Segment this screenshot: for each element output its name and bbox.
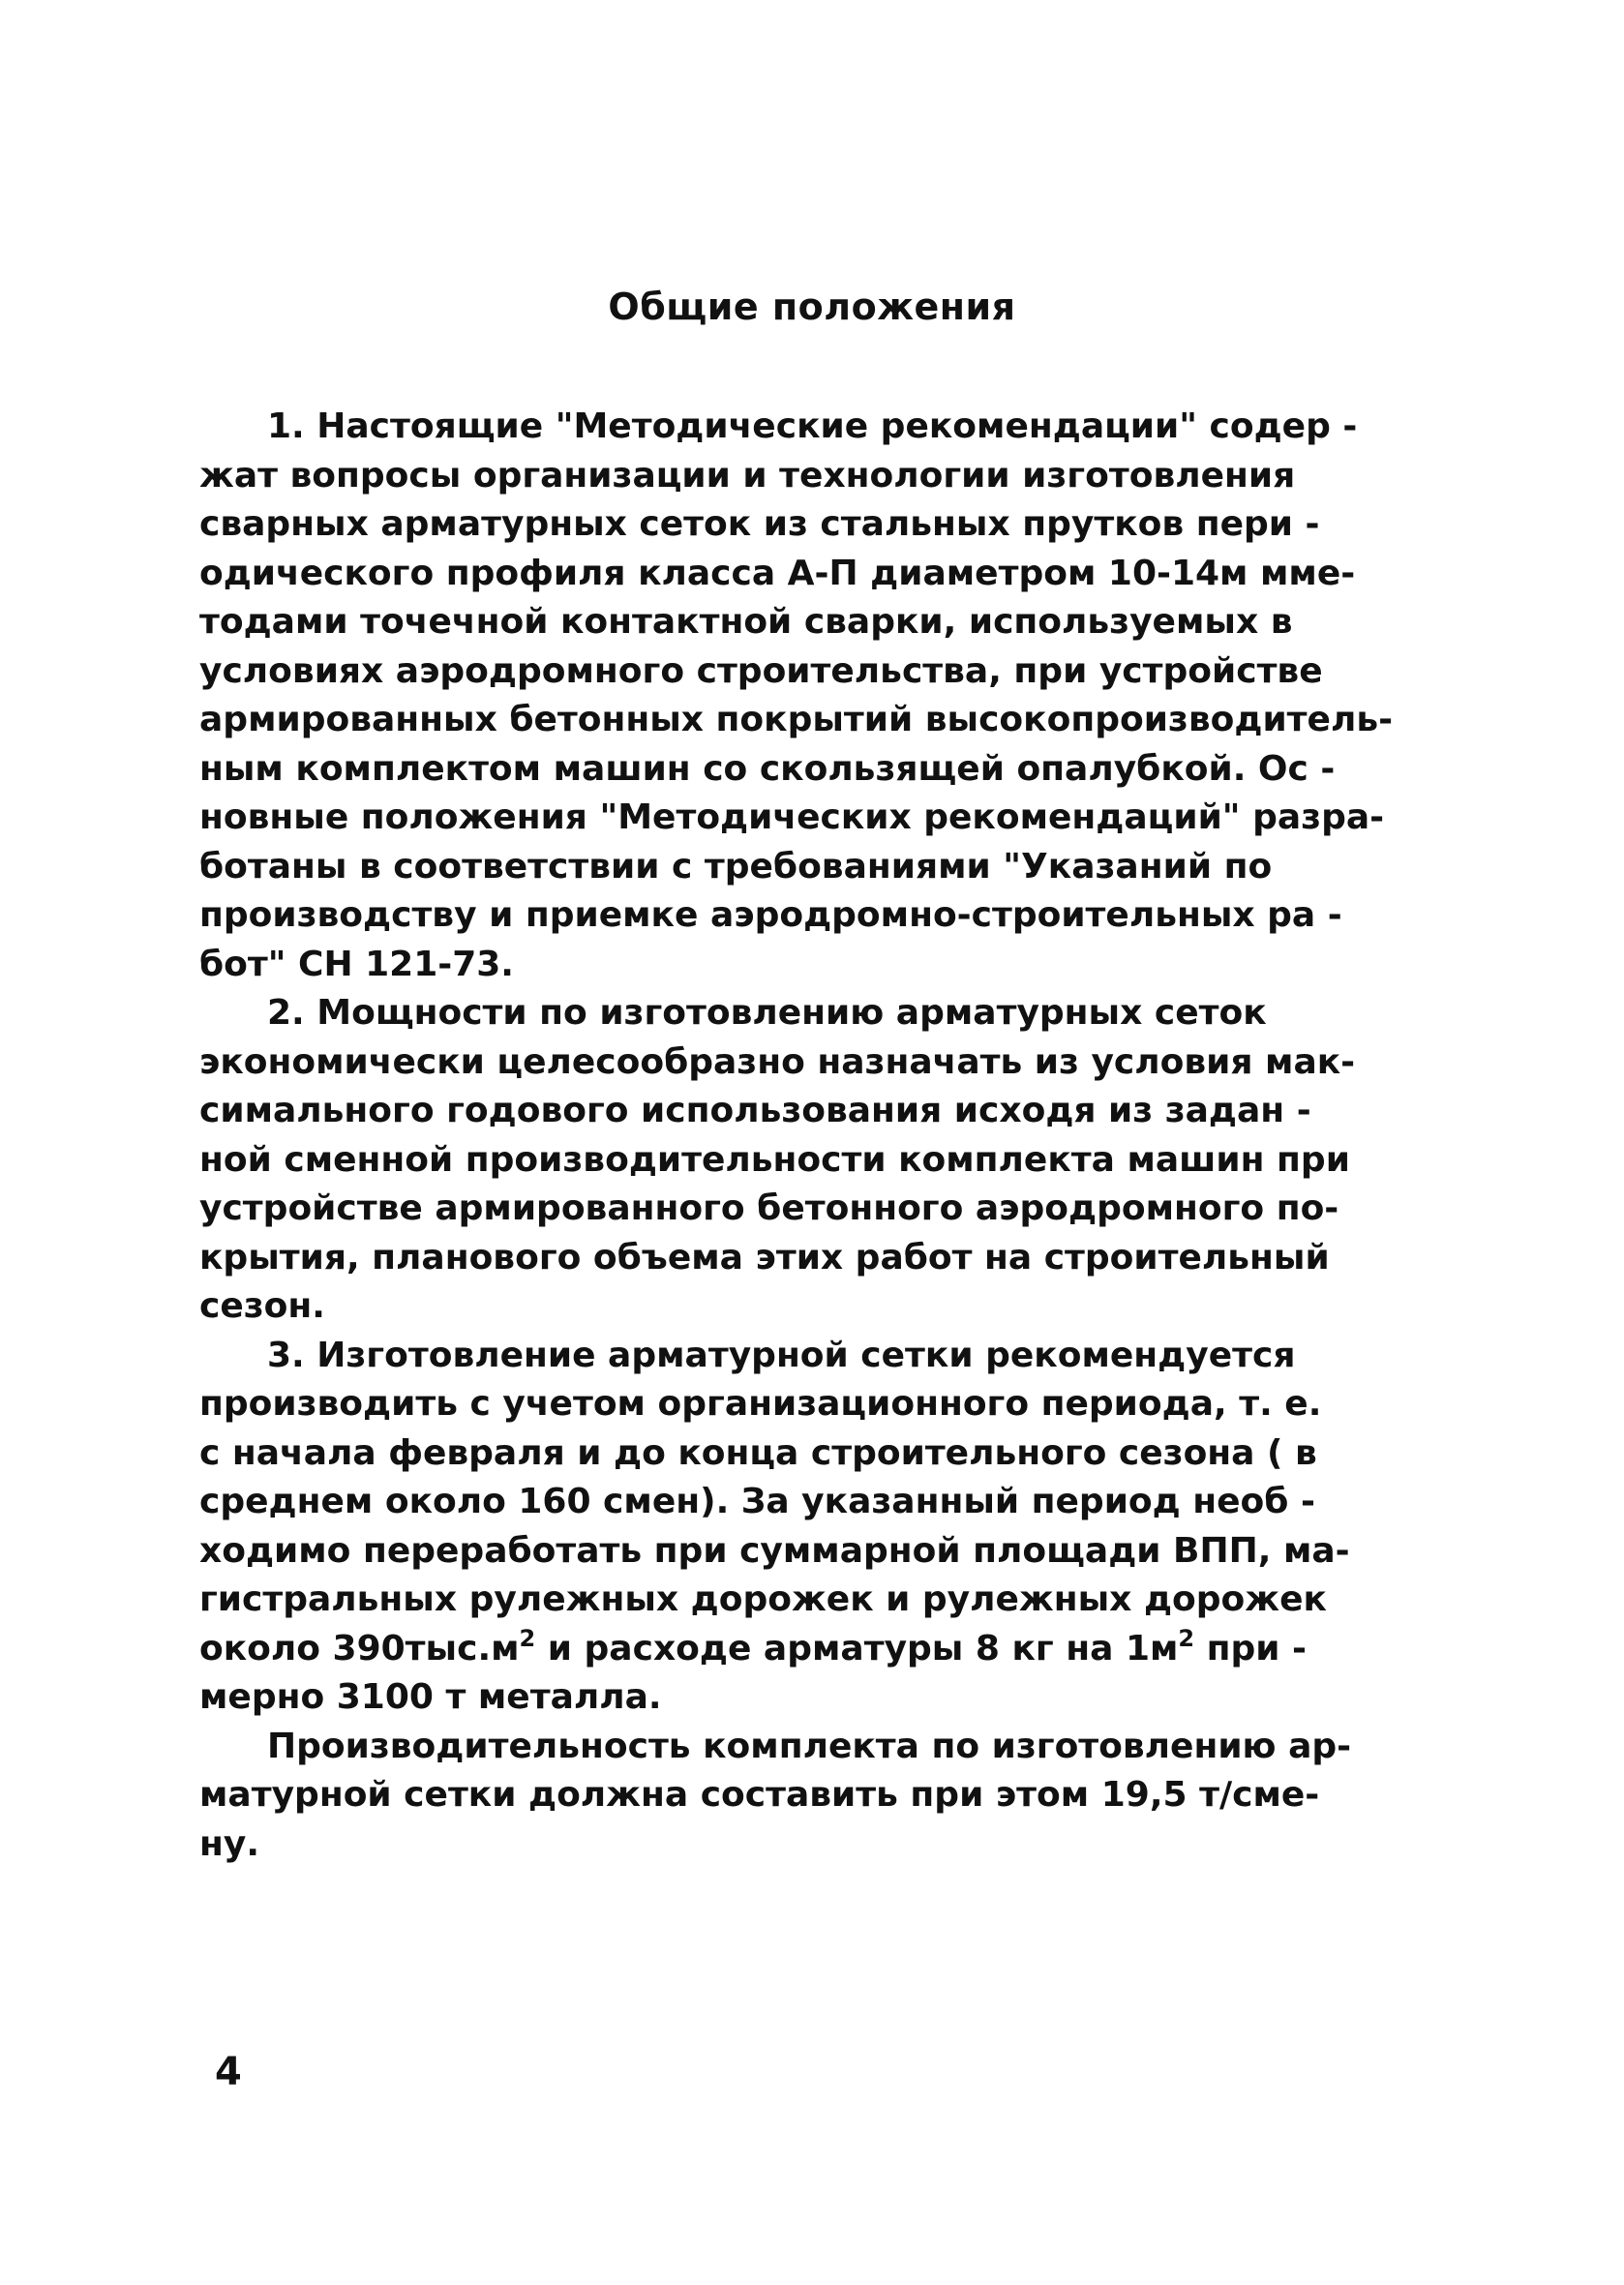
text-line: ной сменной производительности комплекта машин при xyxy=(199,1139,1350,1180)
text-line: производить с учетом организационного периода, т. е. xyxy=(199,1384,1322,1424)
text-line-area xyxy=(199,1624,1433,1678)
text-line: ботаны в соответствии с требованиями "Указаний по xyxy=(199,846,1273,887)
text-line: 1. Настоящие "Методические рекомендации" содер - xyxy=(267,406,1358,446)
superscript: 2 xyxy=(1178,1624,1195,1652)
text-line: устройстве армированного бетонного аэродромного по- xyxy=(199,1188,1339,1228)
text-line: матурной сетки должна составить при этом 19,5 т/сме- xyxy=(199,1775,1320,1815)
text-line: тодами точечной контактной сварки, используемых в xyxy=(199,602,1293,642)
text-line: среднем около 160 смен). За указанный период необ - xyxy=(199,1482,1315,1521)
text-line: ным комплектом машин со скользящей опалубкой. Ос - xyxy=(199,748,1336,789)
page-title: Общие положения xyxy=(608,286,1016,328)
page-number: 4 xyxy=(215,2050,242,2094)
text-line: экономически целесообразно назначать из условия мак- xyxy=(199,1041,1356,1082)
text-line: условиях аэродромного строительства, при устройстве xyxy=(199,650,1323,691)
text-line: гистральных рулежных дорожек и рулежных дорожек xyxy=(199,1579,1327,1619)
text-line: новные положения "Методических рекомендаций" разра- xyxy=(199,797,1385,837)
text-line: 2. Мощности по изготовлению арматурных сеток xyxy=(267,993,1267,1033)
superscript: 2 xyxy=(519,1624,536,1652)
text-line: производству и приемке аэродромно-строительных ра - xyxy=(199,895,1342,935)
area-text-before: около $390тыс.м^2$ и расходе арматуры 8 кг на $1м^2$ при - xyxy=(199,1624,1307,1669)
text-line: ну. xyxy=(199,1823,260,1864)
text-line: крытия, планового объема этих работ на строительный xyxy=(199,1237,1330,1278)
text-line: 3. Изготовление арматурной сетки рекомендуется xyxy=(267,1335,1296,1375)
text-line: Производительность комплекта по изготовлению ар- xyxy=(267,1726,1352,1766)
text-line: бот" СН 121-73. xyxy=(199,944,514,984)
paragraph-3 xyxy=(199,1336,1433,1727)
paragraph-4 xyxy=(199,1727,1433,1874)
text-line: армированных бетонных покрытий высокопроизводитель- xyxy=(199,700,1394,739)
text-line: жат вопросы организации и технологии изготовления xyxy=(199,455,1296,496)
text-line: мерно 3100 т металла. xyxy=(199,1677,662,1717)
body-text xyxy=(199,406,1433,1873)
text-line: с начала февраля и до конца строительного сезона ( в xyxy=(199,1432,1317,1473)
text-line: сварных арматурных сеток из стальных прутков пери - xyxy=(199,504,1320,544)
text-line: ходимо переработать при суммарной площади ВПП, ма- xyxy=(199,1530,1350,1571)
paragraph-2 xyxy=(199,993,1433,1336)
text-line: симального годового использования исходя из задан - xyxy=(199,1091,1311,1130)
paragraph-1 xyxy=(199,406,1433,993)
text-line: одического профиля класса А-П диаметром 10-14м мме- xyxy=(199,553,1356,593)
text-line: сезон. xyxy=(199,1286,325,1326)
